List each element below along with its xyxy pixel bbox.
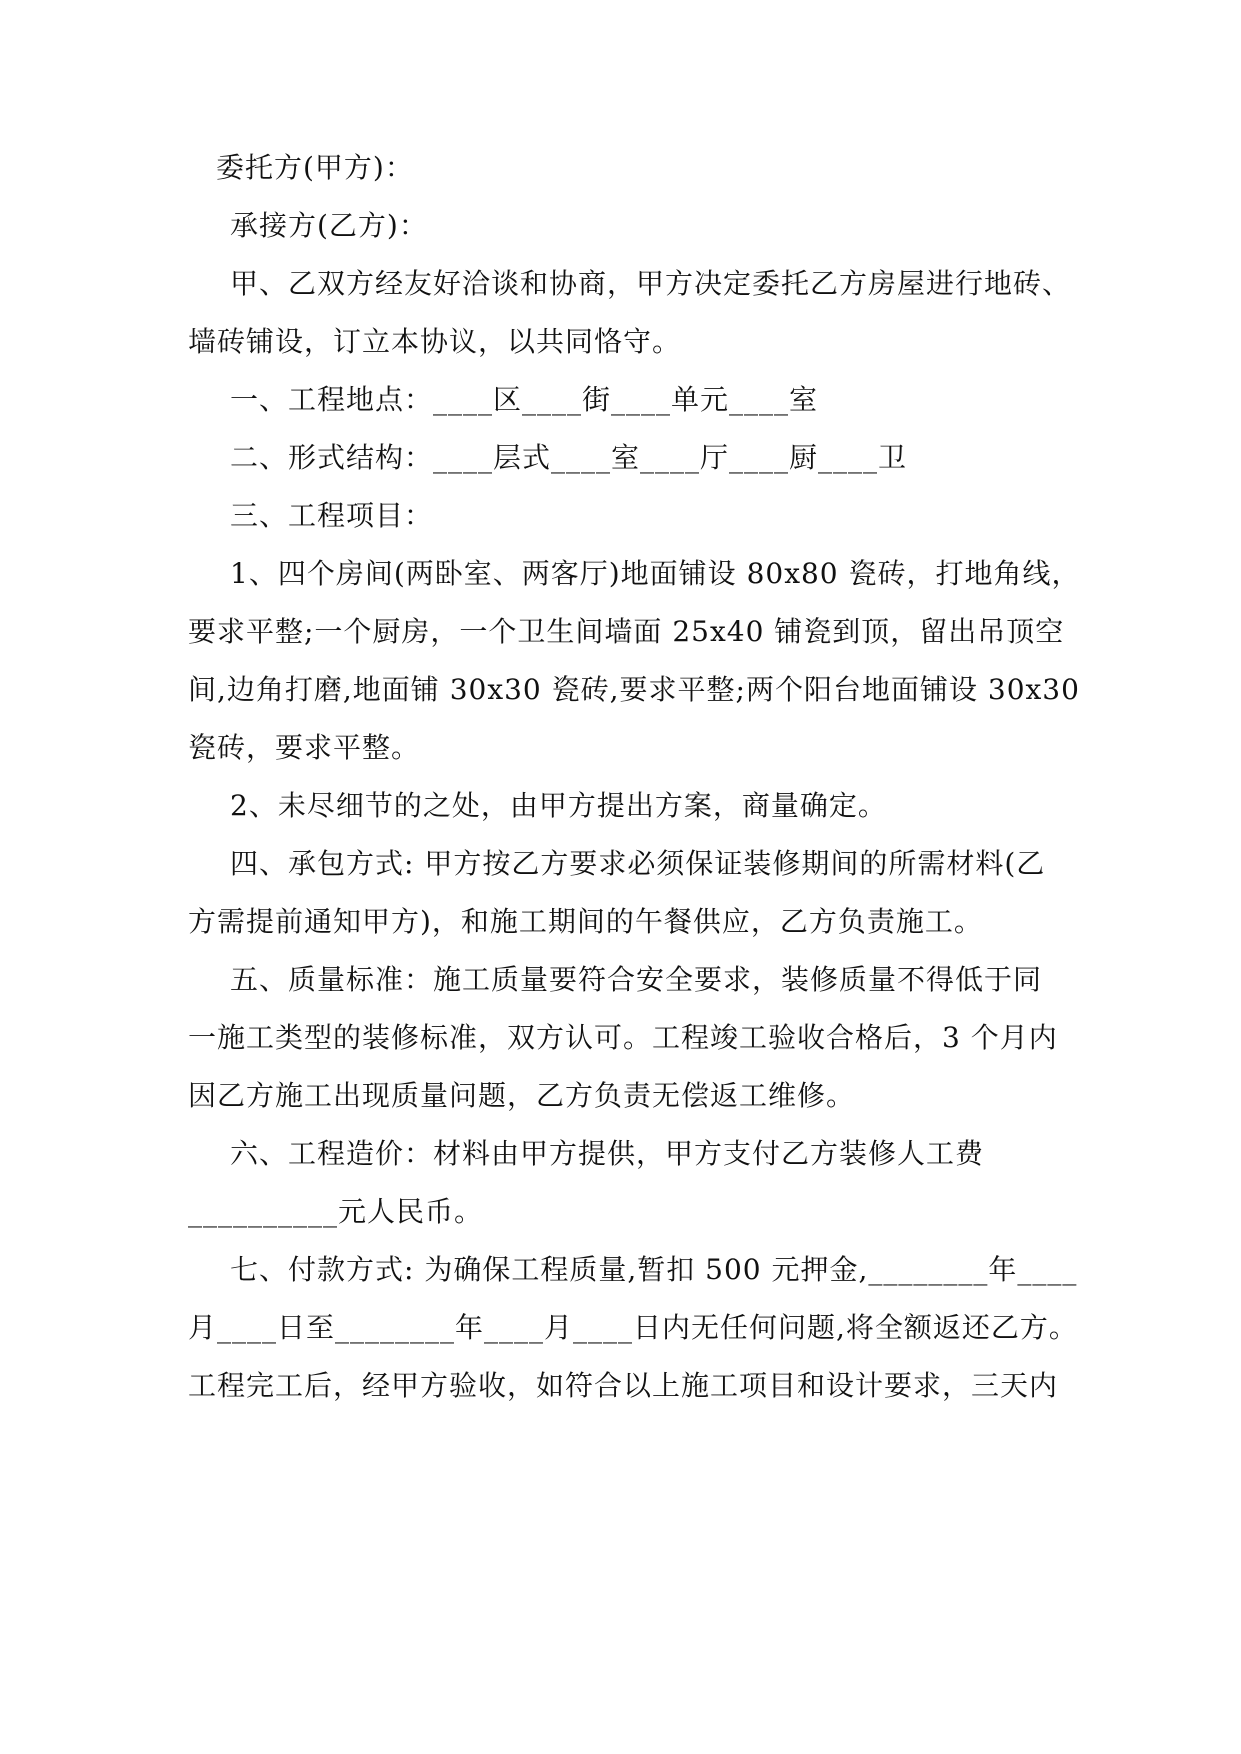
intro-paragraph-line-2: 墙砖铺设，订立本协议，以共同恪守。 xyxy=(188,325,682,358)
item-1-line-2: 要求平整;一个厨房，一个卫生间墙面 25x40 铺瓷到顶，留出吊顶空 xyxy=(188,615,1065,648)
contract-method-line-2: 方需提前通知甲方)，和施工期间的午餐供应，乙方负责施工。 xyxy=(188,905,983,938)
project-cost-line-1: 六、工程造价：材料由甲方提供，甲方支付乙方装修人工费 xyxy=(230,1137,985,1170)
item-1-line-1: 1、四个房间(两卧室、两客厅)地面铺设 80x80 瓷砖，打地角线， xyxy=(230,557,1081,590)
payment-method-line-1: 七、付款方式: 为确保工程质量,暂扣 500 元押金,________年____ xyxy=(230,1253,1078,1286)
client-party-line: 委托方(甲方)： xyxy=(216,151,414,184)
quality-standard-line-1: 五、质量标准：施工质量要符合安全要求，装修质量不得低于同 xyxy=(230,963,1043,996)
payment-method-line-3: 工程完工后，经甲方验收，如符合以上施工项目和设计要求，三天内 xyxy=(188,1369,1059,1402)
item-1-line-4: 瓷砖，要求平整。 xyxy=(188,731,421,764)
contract-method-line-1: 四、承包方式: 甲方按乙方要求必须保证装修期间的所需材料(乙 xyxy=(230,847,1046,880)
item-2-line: 2、未尽细节的之处，由甲方提出方案，商量确定。 xyxy=(230,789,887,822)
quality-standard-line-2: 一施工类型的装修标准，双方认可。工程竣工验收合格后，3 个月内 xyxy=(188,1021,1058,1054)
project-location-line: 一、工程地点：____区____街____单元____室 xyxy=(230,383,819,416)
quality-standard-line-3: 因乙方施工出现质量问题，乙方负责无偿返工维修。 xyxy=(188,1079,856,1112)
contractor-party-line: 承接方(乙方)： xyxy=(230,209,428,242)
item-1-line-3: 间,边角打磨,地面铺 30x30 瓷砖,要求平整;两个阳台地面铺设 30x30 xyxy=(188,673,1080,706)
intro-paragraph-line-1: 甲、乙双方经友好洽谈和协商，甲方决定委托乙方房屋进行地砖、 xyxy=(230,267,1072,300)
project-items-heading: 三、工程项目： xyxy=(230,499,434,532)
project-cost-line-2: __________元人民币。 xyxy=(188,1195,484,1228)
structure-type-line: 二、形式结构：____层式____室____厅____厨____卫 xyxy=(230,441,908,474)
payment-method-line-2: 月____日至________年____月____日内无任何问题,将全额返还乙方。 xyxy=(188,1311,1078,1344)
